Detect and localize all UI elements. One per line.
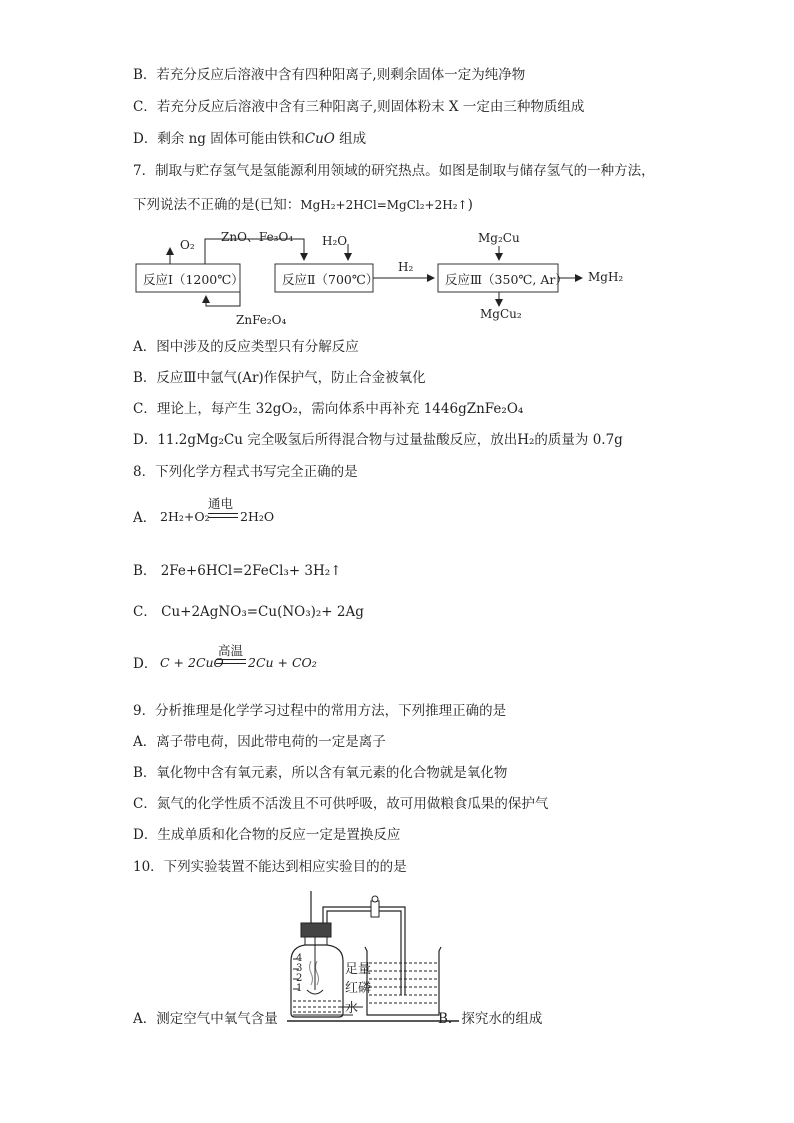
q8-a-products: 2H₂O [240,509,275,524]
q8-a-equals-bottom [208,517,238,518]
q8-d-reactants: C + 2CuO [160,655,224,670]
q6-option-d [133,130,366,148]
q8-option-d [133,655,157,673]
q8-a-condition: 通电 [208,496,234,511]
q6-option-d-tail: 组成 [334,131,367,147]
reaction-1-label: 反应Ⅰ（1200℃） [143,272,244,287]
h2-label: H₂ [398,260,414,274]
q8-d-equals-bottom [216,663,246,664]
mgh2-label: MgH₂ [588,270,624,284]
q8-option-d-label: D． [133,656,158,672]
q7-option-b: B．反应Ⅲ中氩气(Ar)作保护气，防止合金被氧化 [133,370,426,386]
q7-stem-line1: 7．制取与贮存氢气是氢能源利用领域的研究热点。如图是制取与储存氢气的一种方法， [133,163,655,179]
q7-known-equation: MgH₂+2HCl=MgCl₂+2H₂↑ [300,198,468,212]
q7-option-c: C．理论上，每产生 32gO₂，需向体系中再补充 1446gZnFe₂O₄ [133,401,524,417]
scale-mark-3: 3 [296,963,303,974]
zno-fe3o4-label: ZnO、Fe₃O₄ [221,230,294,244]
scale-mark-2: 2 [296,973,303,984]
q7-stem-text: 下列说法不正确的是(已知： [133,197,301,213]
q10-option-a: A．测定空气中氧气含量 [133,1011,278,1027]
label-sufficient: 足量 [345,962,372,977]
reaction-2-label: 反应Ⅱ（700℃） [282,272,379,287]
cuo-formula: CuO [304,131,335,147]
q6-option-c: C．若充分反应后溶液中含有三种阳离子,则固体粉末 X 一定由三种物质组成 [133,99,585,115]
q7-flow-diagram [0,222,794,332]
reaction-3-label: 反应Ⅲ（350℃, Ar） [445,272,568,287]
q8-d-condition: 高温 [218,643,244,658]
red-phosphorus-apparatus [283,885,463,1025]
q6-option-d-text: D．剩余 ng 固体可能由铁和 [133,131,305,147]
q8-option-a [133,509,156,527]
q8-stem: 8．下列化学方程式书写完全正确的是 [133,464,358,480]
q8-option-a-label: A． [133,510,157,526]
q8-option-c: C． Cu+2AgNO₃=Cu(NO₃)₂+ 2Ag [133,604,364,620]
q7-option-a: A．图中涉及的反应类型只有分解反应 [133,339,359,355]
scale-mark-4: 4 [296,953,303,964]
scale-mark-1: 1 [296,983,303,994]
h2o-label: H₂O [322,234,348,248]
q10-option-b: B．探究水的组成 [438,1011,543,1027]
mgcu2-label: MgCu₂ [480,307,522,321]
o2-label: O₂ [180,238,195,252]
q9-stem: 9．分析推理是化学学习过程中的常用方法，下列推理正确的是 [133,703,507,719]
q9-option-b: B．氧化物中含有氧元素，所以含有氧元素的化合物就是氧化物 [133,765,508,781]
q8-a-reactants: 2H₂+O₂ [160,509,210,524]
q9-option-d: D．生成单质和化合物的反应一定是置换反应 [133,827,401,843]
q10-stem: 10．下列实验装置不能达到相应实验目的的是 [133,859,407,875]
label-water: 水 [345,1001,359,1016]
q8-d-equals-top [216,659,246,660]
q9-option-a: A．离子带电荷，因此带电荷的一定是离子 [133,734,386,750]
q7-stem-close: ) [467,197,473,213]
mg2cu-label: Mg₂Cu [478,231,520,245]
q8-a-equals-top [208,513,238,514]
q6-option-b: B．若充分反应后溶液中含有四种阳离子,则剩余固体一定为纯净物 [133,67,526,83]
q8-option-b: B． 2Fe+6HCl=2FeCl₃+ 3H₂↑ [133,563,342,579]
q7-stem-line2 [133,196,473,214]
znfe2o4-label: ZnFe₂O₄ [236,313,287,327]
label-red-phosphorus: 红磷 [345,981,372,996]
q8-d-products: 2Cu + CO₂ [248,655,317,670]
q9-option-c: C．氮气的化学性质不活泼且不可供呼吸，故可用做粮食瓜果的保护气 [133,796,549,812]
q7-option-d: D．11.2gMg₂Cu 完全吸氢后所得混合物与过量盐酸反应，放出H₂的质量为 0.7g [133,432,623,448]
